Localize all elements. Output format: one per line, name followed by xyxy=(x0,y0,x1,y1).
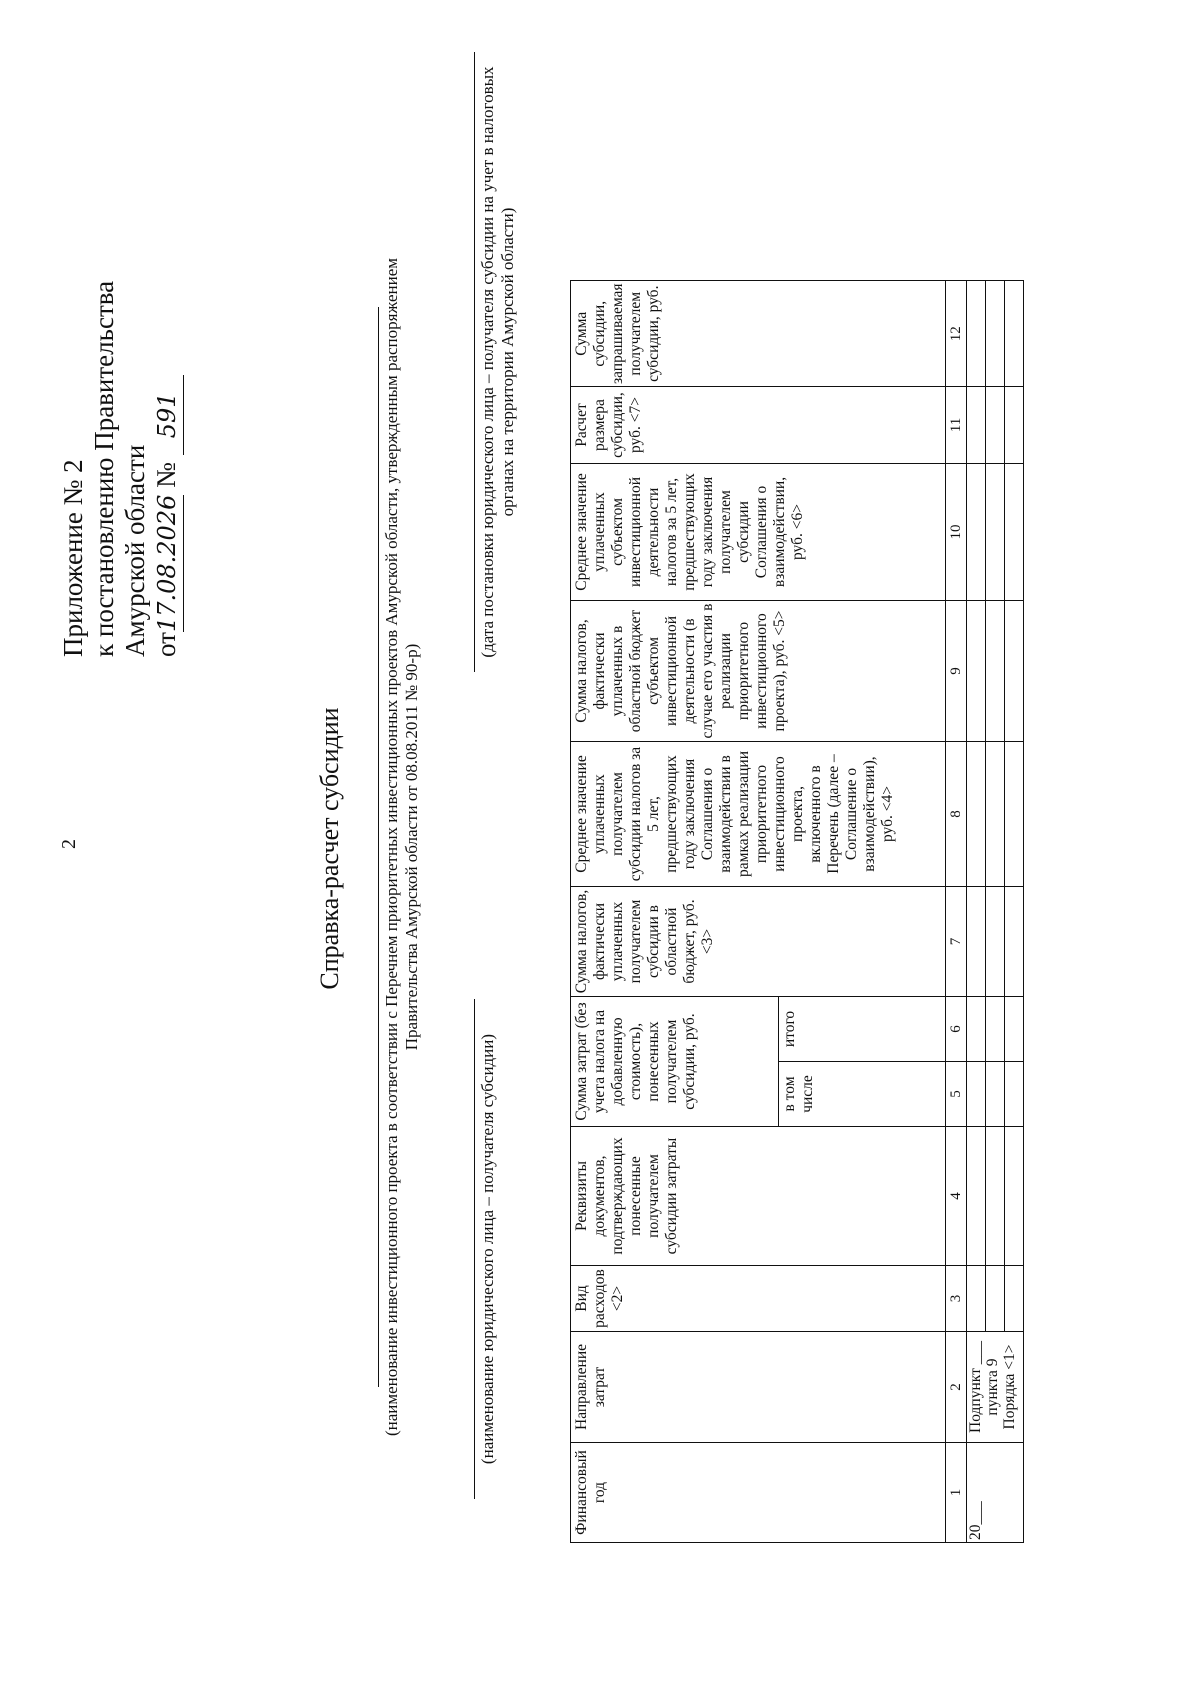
project-name-field xyxy=(378,257,422,1437)
table-cell xyxy=(986,1266,1005,1332)
page-number: 2 xyxy=(58,839,80,849)
column-number: 12 xyxy=(946,281,967,387)
table-cell xyxy=(967,1062,986,1127)
table-cell xyxy=(967,742,986,887)
table-cell xyxy=(967,887,986,997)
header-average-taxes-recipient: Среднее значение уплаченных получателем субсидии налогов за 5 лет, предшествующих году заключения Соглашения о взаимодействии в рамках реализации приоритетного инвестиционного проекта, включенного в Перечень (далее – Соглашение о взаимодействии), руб. <4> xyxy=(571,742,946,887)
table-cell xyxy=(967,387,986,464)
subsidy-calculation-table xyxy=(570,280,1024,1543)
column-number: 11 xyxy=(946,387,967,464)
appendix-date-line xyxy=(151,281,184,657)
legal-entity-field xyxy=(474,979,498,1519)
date-prefix: от xyxy=(151,632,181,657)
table-cell xyxy=(986,1127,1005,1266)
cell-direction: Подпункт ___ пункта 9 Порядка <1> xyxy=(967,1332,1024,1443)
table-cell xyxy=(1005,1266,1024,1332)
handwritten-number: 591 xyxy=(152,375,184,455)
table-cell xyxy=(1005,387,1024,464)
table-cell xyxy=(986,464,1005,601)
header-subsidy-calculation: Расчет размера субсидии, руб. <7> xyxy=(571,387,946,464)
column-number: 8 xyxy=(946,742,967,887)
registration-date-line xyxy=(474,52,475,672)
project-name-caption: (наименование инвестиционного проекта в соответствии с Перечнем приоритетных инвестиционных проектов Амурской области, утвержденным распоряжением Правительства Амурской области от 08.08.2011 № 90-р) xyxy=(382,257,421,1437)
header-subsidy-requested: Сумма субсидии, запрашиваемая получателем субсидии, руб. xyxy=(571,281,946,387)
appendix-line-3: Амурской области xyxy=(120,444,150,657)
column-numbers-row xyxy=(946,281,967,1543)
number-prefix: № xyxy=(151,462,181,488)
table-cell xyxy=(967,1266,986,1332)
table-cell xyxy=(1005,601,1024,742)
header-cost-direction: Направление затрат xyxy=(571,1332,946,1443)
table-row xyxy=(967,281,986,1543)
table-cell xyxy=(967,601,986,742)
project-name-line xyxy=(378,307,379,1387)
header-total: итого xyxy=(778,997,945,1062)
legal-entity-line xyxy=(474,999,475,1499)
column-number: 6 xyxy=(946,997,967,1062)
cell-year: 20___ xyxy=(967,1443,1024,1543)
table-cell xyxy=(1005,1127,1024,1266)
registration-date-caption: (дата постановки юридического лица – получателя субсидии на учет в налоговых органах на территории Амурской области) xyxy=(478,66,517,658)
table-cell xyxy=(1005,464,1024,601)
header-expense-type: Вид расходов <2> xyxy=(571,1266,946,1332)
table-cell xyxy=(967,997,986,1062)
header-document-details: Реквизиты документов, подтверждающих понесенные получателем субсидии затраты xyxy=(571,1127,946,1266)
column-number: 7 xyxy=(946,887,967,997)
header-taxes-investor: Сумма налогов, фактически уплаченных в областной бюджет субъектом инвестиционной деятельности (в случае его участия в реализации приоритетного инвестиционного проекта), руб. <5> xyxy=(571,601,946,742)
header-including: в том числе xyxy=(778,1062,945,1127)
column-number: 5 xyxy=(946,1062,967,1127)
header-costs-amount: Сумма затрат (без учета налога на добавленную стоимость), понесенных получателем субсидии, руб. xyxy=(571,997,779,1127)
table-cell xyxy=(986,387,1005,464)
column-number: 9 xyxy=(946,601,967,742)
table-cell xyxy=(967,281,986,387)
appendix-header xyxy=(58,281,184,657)
table-cell xyxy=(1005,887,1024,997)
table-cell xyxy=(1005,1062,1024,1127)
table-cell xyxy=(967,464,986,601)
header-financial-year: Финансовый год xyxy=(571,1443,946,1543)
column-number: 1 xyxy=(946,1443,967,1543)
column-number: 4 xyxy=(946,1127,967,1266)
header-taxes-paid: Сумма налогов, фактически уплаченных получателем субсидии в областной бюджет, руб. <3> xyxy=(571,887,946,997)
table-cell xyxy=(986,281,1005,387)
appendix-line-1: Приложение № 2 xyxy=(58,459,88,657)
table-cell xyxy=(986,742,1005,887)
document-title: Справка-расчет субсидии xyxy=(315,707,344,990)
column-number: 3 xyxy=(946,1266,967,1332)
table-cell xyxy=(986,887,1005,997)
table-cell xyxy=(1005,742,1024,887)
table-cell xyxy=(967,1127,986,1266)
header-average-taxes-investor: Среднее значение уплаченных субъектом инвестиционной деятельности налогов за 5 лет, предшествующих году заключения получателем субсидии Соглашения о взаимодействии, руб. <6> xyxy=(571,464,946,601)
table-cell xyxy=(986,997,1005,1062)
column-number: 2 xyxy=(946,1332,967,1443)
table-cell xyxy=(986,1062,1005,1127)
legal-entity-caption: (наименование юридического лица – получателя субсидии) xyxy=(478,1033,497,1465)
table-cell xyxy=(1005,281,1024,387)
registration-date-field xyxy=(474,42,518,682)
table-cell xyxy=(986,601,1005,742)
table-cell xyxy=(1005,997,1024,1062)
column-number: 10 xyxy=(946,464,967,601)
table-header-row xyxy=(571,281,779,1543)
handwritten-date: 17.08.2026 xyxy=(152,495,184,632)
appendix-line-2: к постановлению Правительства xyxy=(89,280,119,657)
